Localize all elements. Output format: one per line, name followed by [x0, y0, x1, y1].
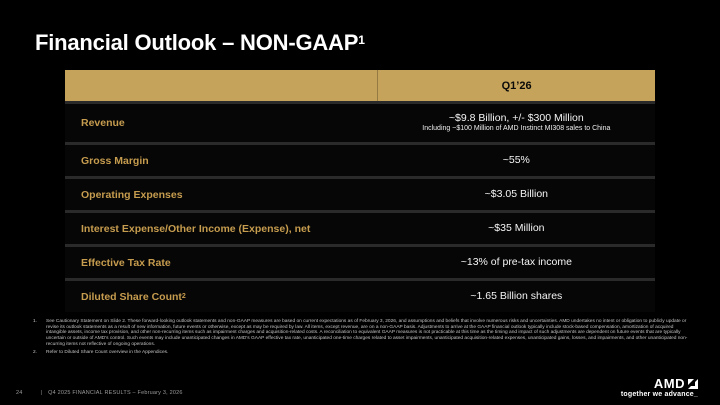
row-label: Revenue	[81, 117, 125, 129]
footnotes	[33, 319, 695, 358]
footnote-2	[33, 350, 695, 356]
amd-tagline: together we advance_	[620, 391, 698, 398]
title-footnote-marker: 1	[358, 33, 365, 47]
footnote-number: 1.	[33, 319, 38, 324]
row-label	[65, 281, 378, 312]
table-row-revenue	[65, 104, 655, 142]
footer-text: Q4 2025 FINANCIAL RESULTS – February 3, 2026	[48, 390, 183, 396]
amd-arrow-icon	[688, 379, 698, 389]
header-period-cell: Q1’26	[501, 79, 532, 92]
page-number: 24	[16, 390, 23, 396]
amd-logo-text: AMD	[653, 376, 685, 391]
row-value: ~$35 Million	[488, 221, 545, 234]
amd-logo	[654, 377, 698, 390]
outlook-table	[65, 70, 655, 312]
table-row-effective-tax-rate	[65, 247, 655, 278]
row-label-text: Diluted Share Count	[81, 290, 182, 303]
amd-brand-lockup	[621, 377, 698, 398]
footer-divider: |	[40, 390, 43, 396]
footer	[0, 373, 720, 405]
table-row-operating-expenses	[65, 179, 655, 210]
row-value: ~13% of pre-tax income	[460, 255, 572, 268]
row-value: ~$3.05 Billion	[484, 187, 548, 200]
row-label: Operating Expenses	[81, 188, 183, 201]
row-value: ~1.65 Billion shares	[470, 289, 563, 302]
footnote-number: 2.	[33, 349, 38, 355]
row-value: ~55%	[502, 153, 530, 166]
row-label: Interest Expense/Other Income (Expense), net	[81, 222, 311, 235]
row-label: Gross Margin	[81, 154, 149, 167]
table-header-row	[65, 70, 655, 101]
table-row-gross-margin	[65, 145, 655, 176]
footer-left	[16, 390, 183, 396]
row-value	[378, 104, 655, 142]
value-subtext: Including ~$100 Million of AMD Instinct MI308 sales to China	[422, 125, 611, 133]
table-row-interest-expense	[65, 213, 655, 244]
header-label-cell	[65, 70, 378, 101]
table-row-diluted-share-count	[65, 281, 655, 312]
footnote-text: Refer to Diluted Share Count overview in the Appendices.	[46, 349, 169, 355]
page-title-text: Financial Outlook – NON-GAAP	[35, 30, 359, 55]
footnote-1	[33, 319, 695, 347]
value-main: ~$9.8 Billion, +/- $300 Million	[448, 112, 584, 125]
label-footnote-marker: 2	[181, 293, 186, 300]
row-label: Effective Tax Rate	[81, 256, 171, 269]
page-title	[35, 30, 365, 56]
footnote-text: See Cautionary Statement on Slide 2. These forward-looking outlook statements and non-GAAP measures are based on current expectations as of February 3, 2026, and assumptions and beliefs that involve numerous risks and uncertainties. AMD undertakes no intent or obligation to publicly update or revise its outlook statements as a result of new information, future events or otherwise, except as may be required by law. All items, except revenue, are on a non-GAAP basis. Adjustments to arrive at the GAAP financial outlook typically include stock-based compensation, amortization of acquired intangible assets, income tax provision, and other non-recurring items such as impairment charges and acquisition-related costs. A reconciliation to equivalent GAAP measures is not practicable at this time as the timing and impact of such adjustments are dependent on future events that are typically uncertain or outside of AMD's control. Such events may include unanticipated changes in AMD's GAAP effective tax rate, unanticipated one-time charges related to asset impairments, unanticipated acquisition-related expenses, unanticipated gains, losses, and impairments, and other unanticipated non-recurring items not reflective of ongoing operations.	[46, 319, 688, 347]
